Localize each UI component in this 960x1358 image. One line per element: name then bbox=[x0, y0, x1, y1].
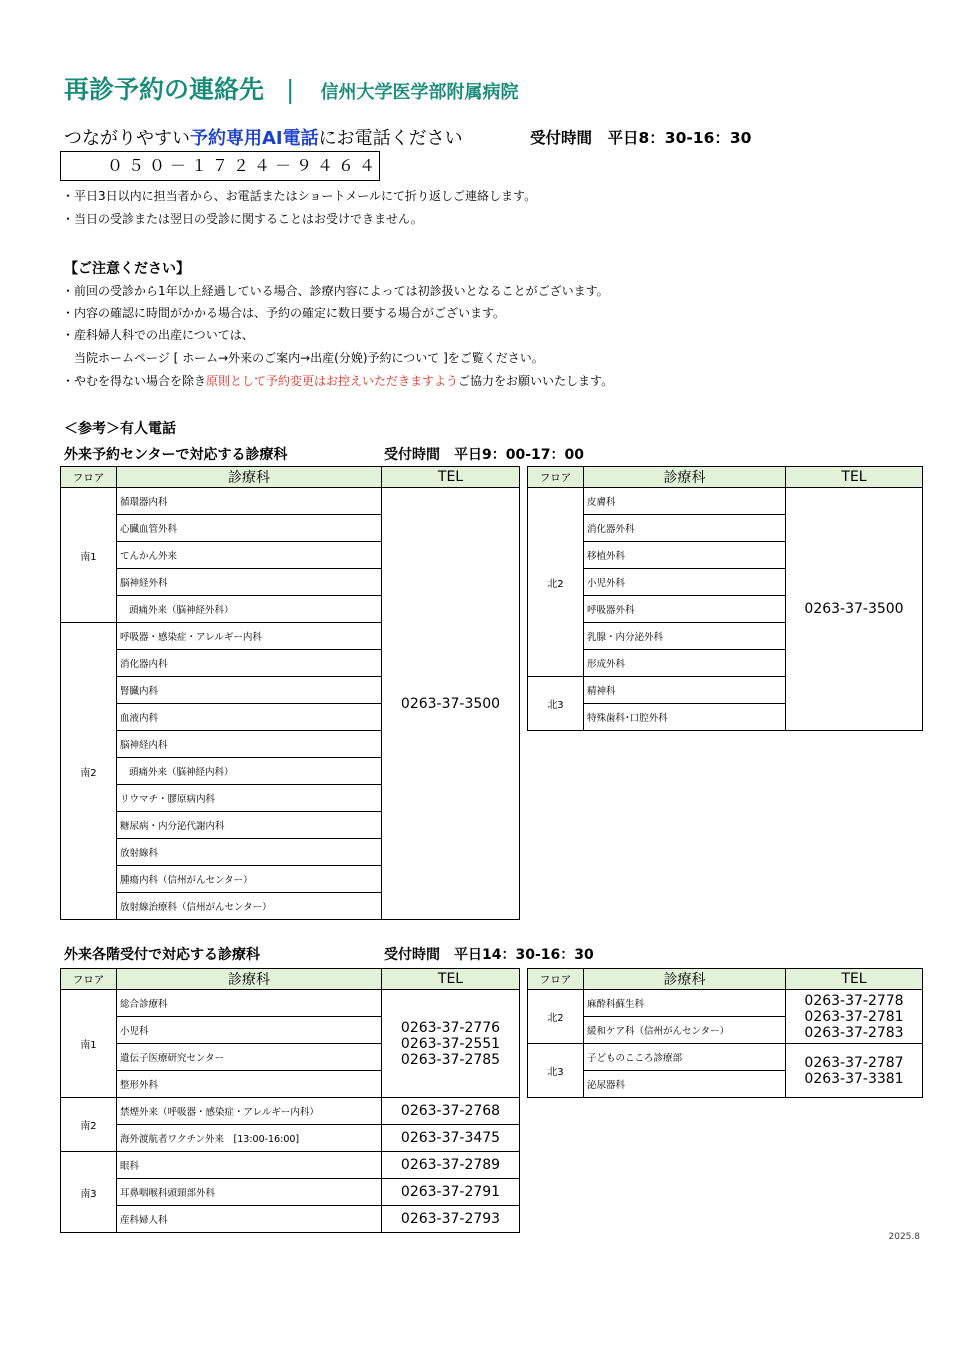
tel-number[interactable]: 0263-37-2551 bbox=[400, 1035, 501, 1052]
col-tel: TEL bbox=[786, 467, 923, 488]
tel-cell bbox=[382, 990, 520, 1098]
table-header bbox=[528, 969, 923, 990]
dept-cell: 海外渡航者ワクチン外来 [13:00-16:00] bbox=[117, 1125, 382, 1152]
tel-cell[interactable]: 0263-37-3500 bbox=[786, 488, 923, 731]
col-floor: フロア bbox=[61, 467, 117, 488]
page-title bbox=[64, 70, 518, 106]
dept-cell: 整形外科 bbox=[117, 1071, 382, 1098]
tel-cell[interactable]: 0263-37-3500 bbox=[382, 488, 520, 920]
ai-phone-number[interactable]: ０５０－１７２４－９４６４ bbox=[60, 151, 380, 181]
reference-heading: ＜参考＞有人電話 bbox=[64, 421, 176, 437]
dept-cell: 乳腺・内分泌外科 bbox=[584, 623, 786, 650]
tel-cell[interactable]: 0263-37-2789 bbox=[382, 1152, 520, 1179]
table-row bbox=[61, 990, 520, 1017]
tel-number[interactable]: 0263-37-2785 bbox=[400, 1051, 501, 1068]
table-header bbox=[61, 969, 520, 990]
caution-last-red: 原則として予約変更はお控えいただきますよう bbox=[206, 374, 459, 388]
floor-label: 南2 bbox=[61, 1098, 117, 1152]
dept-cell: 血液内科 bbox=[117, 704, 382, 731]
dept-cell: 麻酔科蘇生科 bbox=[584, 990, 786, 1017]
dept-cell: 緩和ケア科（信州がんセンター） bbox=[584, 1017, 786, 1044]
caution-item-5 bbox=[62, 372, 613, 389]
lead-after: にお電話ください bbox=[318, 128, 463, 149]
section2-right-table bbox=[527, 968, 923, 1098]
section1-left-table bbox=[60, 466, 520, 920]
section2-left-table bbox=[60, 968, 520, 1233]
dept-cell: 頭痛外来（脳神経外科） bbox=[117, 596, 382, 623]
section2-title: 外来各階受付で対応する診療科 bbox=[64, 947, 260, 963]
hospital-name: 信州大学医学部附属病院 bbox=[320, 82, 519, 103]
caution-last-before: ・やむを得ない場合を除き bbox=[62, 374, 207, 388]
dept-cell: 精神科 bbox=[584, 677, 786, 704]
dept-cell: リウマチ・膠原病内科 bbox=[117, 785, 382, 812]
dept-cell: 眼科 bbox=[117, 1152, 382, 1179]
tel-number[interactable]: 0263-37-2787 bbox=[804, 1054, 904, 1071]
col-dept: 診療科 bbox=[584, 969, 786, 990]
dept-cell: 耳鼻咽喉科頭頸部外科 bbox=[117, 1179, 382, 1206]
dept-cell: 脳神経内科 bbox=[117, 731, 382, 758]
dept-cell: 小児外科 bbox=[584, 569, 786, 596]
note-1: ・平日3日以内に担当者から、お電話またはショートメールにて折り返しご連絡します。 bbox=[62, 189, 537, 203]
dept-cell: 放射線科 bbox=[117, 839, 382, 866]
dept-cell: 泌尿器科 bbox=[584, 1071, 786, 1098]
dept-cell: 特殊歯科･口腔外科 bbox=[584, 704, 786, 731]
lead-text bbox=[64, 124, 463, 150]
col-tel: TEL bbox=[382, 969, 520, 990]
dept-cell: 総合診療科 bbox=[117, 990, 382, 1017]
floor-label: 北2 bbox=[528, 488, 584, 677]
dept-cell: 頭痛外来（脳神経内科） bbox=[117, 758, 382, 785]
section1-right-table bbox=[527, 466, 923, 731]
caution-item-4: 当院ホームページ [ ホーム→外来のご案内→出産(分娩)予約について ]をご覧ください。 bbox=[62, 351, 544, 365]
section1-hours: 受付時間 平日9：00-17：00 bbox=[384, 447, 584, 463]
section2-hours: 受付時間 平日14：30-16：30 bbox=[384, 947, 594, 963]
dept-cell: 皮膚科 bbox=[584, 488, 786, 515]
tel-cell[interactable]: 0263-37-2791 bbox=[382, 1179, 520, 1206]
col-dept: 診療科 bbox=[117, 969, 382, 990]
ai-hours: 受付時間 平日8：30-16：30 bbox=[530, 129, 752, 147]
caution-item-1: ・前回の受診から1年以上経過している場合、診療内容によっては初診扱いとなることがございます。 bbox=[62, 284, 609, 298]
table-row bbox=[528, 488, 923, 515]
col-dept: 診療科 bbox=[584, 467, 786, 488]
tel-cell bbox=[786, 990, 923, 1044]
dept-cell: 消化器内科 bbox=[117, 650, 382, 677]
caution-item-3: ・産科婦人科での出産については、 bbox=[62, 328, 254, 342]
tel-cell bbox=[786, 1044, 923, 1098]
dept-cell: 循環器内科 bbox=[117, 488, 382, 515]
dept-cell: 産科婦人科 bbox=[117, 1206, 382, 1233]
dept-cell: 放射線治療科（信州がんセンター） bbox=[117, 893, 382, 920]
table-header bbox=[61, 467, 520, 488]
caution-item-2: ・内容の確認に時間がかかる場合は、予約の確定に数日要する場合がございます。 bbox=[62, 306, 506, 320]
dept-cell: 呼吸器・感染症・アレルギー内科 bbox=[117, 623, 382, 650]
note-2: ・当日の受診または翌日の受診に関することはお受けできません。 bbox=[62, 212, 423, 226]
footer-date: 2025.8 bbox=[888, 1232, 920, 1242]
section1-title: 外来予約センターで対応する診療科 bbox=[64, 447, 288, 463]
tel-number[interactable]: 0263-37-2781 bbox=[804, 1008, 904, 1025]
tel-cell[interactable]: 0263-37-3475 bbox=[382, 1125, 520, 1152]
floor-label: 南2 bbox=[61, 623, 117, 920]
tel-cell[interactable]: 0263-37-2793 bbox=[382, 1206, 520, 1233]
col-dept: 診療科 bbox=[117, 467, 382, 488]
col-floor: フロア bbox=[528, 467, 584, 488]
dept-cell: 消化器外科 bbox=[584, 515, 786, 542]
table-row bbox=[61, 488, 520, 515]
tel-number[interactable]: 0263-37-3381 bbox=[804, 1070, 904, 1087]
col-tel: TEL bbox=[382, 467, 520, 488]
caution-heading: 【ご注意ください】 bbox=[64, 261, 190, 277]
tel-number[interactable]: 0263-37-2776 bbox=[400, 1019, 501, 1036]
floor-label: 北3 bbox=[528, 677, 584, 731]
dept-cell: 腎臓内科 bbox=[117, 677, 382, 704]
title-text: 再診予約の連絡先 bbox=[64, 75, 265, 104]
tel-number[interactable]: 0263-37-2783 bbox=[804, 1024, 904, 1041]
dept-cell: 呼吸器外科 bbox=[584, 596, 786, 623]
lead-highlight: 予約専用AI電話 bbox=[190, 128, 319, 149]
dept-cell: 心臓血管外科 bbox=[117, 515, 382, 542]
table-row bbox=[61, 1152, 520, 1179]
table-row bbox=[61, 1125, 520, 1152]
lead-before: つながりやすい bbox=[64, 128, 190, 149]
floor-label: 南1 bbox=[61, 488, 117, 623]
dept-cell: 脳神経外科 bbox=[117, 569, 382, 596]
dept-cell: 禁煙外来（呼吸器・感染症・アレルギー内科） bbox=[117, 1098, 382, 1125]
dept-cell: 小児科 bbox=[117, 1017, 382, 1044]
table-row bbox=[528, 990, 923, 1017]
floor-label: 南3 bbox=[61, 1152, 117, 1233]
tel-cell[interactable]: 0263-37-2768 bbox=[382, 1098, 520, 1125]
floor-label: 北2 bbox=[528, 990, 584, 1044]
dept-cell: てんかん外来 bbox=[117, 542, 382, 569]
table-row bbox=[61, 1206, 520, 1233]
title-separator: | bbox=[286, 75, 295, 104]
col-tel: TEL bbox=[786, 969, 923, 990]
table-header bbox=[528, 467, 923, 488]
col-floor: フロア bbox=[61, 969, 117, 990]
floor-label: 北3 bbox=[528, 1044, 584, 1098]
floor-label: 南1 bbox=[61, 990, 117, 1098]
table-row bbox=[61, 1179, 520, 1206]
dept-cell: 糖尿病・内分泌代謝内科 bbox=[117, 812, 382, 839]
dept-cell: 移植外科 bbox=[584, 542, 786, 569]
tel-number[interactable]: 0263-37-2778 bbox=[804, 992, 904, 1009]
dept-cell: 形成外科 bbox=[584, 650, 786, 677]
caution-last-after: ご協力をお願いいたします。 bbox=[458, 374, 614, 388]
dept-cell: 遺伝子医療研究センター bbox=[117, 1044, 382, 1071]
table-row bbox=[61, 1098, 520, 1125]
dept-cell: 子どものこころ診療部 bbox=[584, 1044, 786, 1071]
col-floor: フロア bbox=[528, 969, 584, 990]
table-row bbox=[528, 1044, 923, 1071]
dept-cell: 腫瘍内科（信州がんセンター） bbox=[117, 866, 382, 893]
